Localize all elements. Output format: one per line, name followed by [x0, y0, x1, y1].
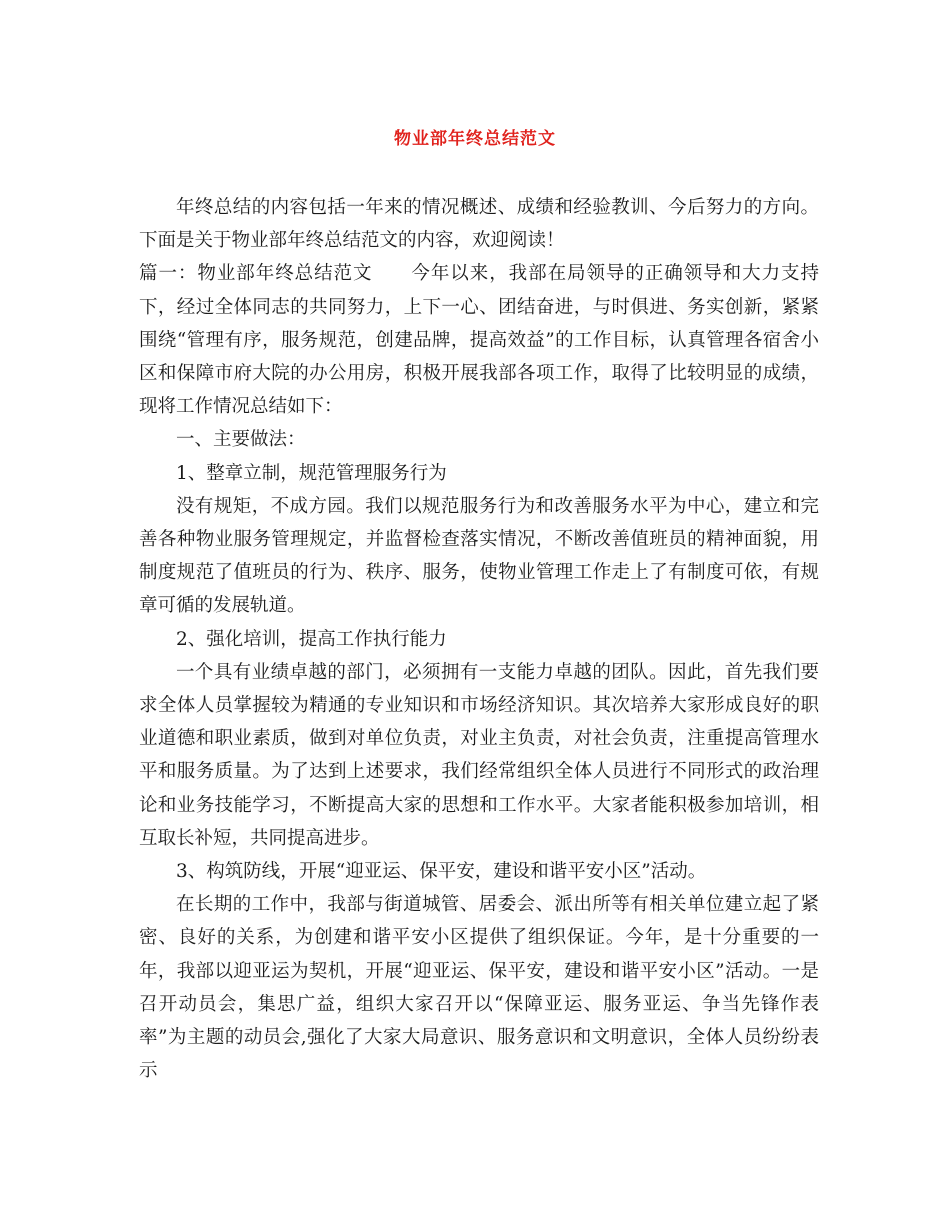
document-body — [139, 191, 819, 1087]
subheading-training: 2、强化培训，提高工作执行能力 — [176, 628, 447, 650]
heading-main-methods: 一、主要做法： — [176, 429, 306, 451]
paragraph-regulations: 没有规矩，不成方园。我们以规范服务行为和改善服务水平为中心，建立和完善各种物业服务管理规定，并监督检查落实情况，不断改善值班员的精神面貌，用制度规范了值班员的行为、秩序、服务，使物业管理工作走上了有制度可依，有规章可循的发展轨道。 — [139, 495, 819, 617]
document-title: 物业部年终总结范文 — [394, 129, 556, 149]
paragraph-training: 一个具有业绩卓越的部门，必须拥有一支能力卓越的团队。因此，首先我们要求全体人员掌握较为精通的专业知识和市场经济知识。其次培养大家形成良好的职业道德和职业素质，做到对单位负责，对业主负责，对社会负责，注重提高管理水平和服务质量。为了达到上述要求，我们经常组织全体人员进行不同形式的政治理论和业务技能学习，不断提高大家的思想和工作水平。大家者能积极参加培训，相互取长补短，共同提高进步。 — [139, 661, 819, 849]
subheading-regulations: 1、整章立制，规范管理服务行为 — [176, 462, 447, 484]
paragraph-intro: 年终总结的内容包括一年来的情况概述、成绩和经验教训、今后努力的方向。下面是关于物业部年终总结范文的内容，欢迎阅读！ — [139, 197, 819, 252]
paragraph-defense: 在长期的工作中，我部与街道城管、居委会、派出所等有相关单位建立起了紧密、良好的关系，为创建和谐平安小区提供了组织保证。今年，是十分重要的一年，我部以迎亚运为契机，开展“迎亚运、保平安，建设和谐平安小区”活动。一是召开动员会，集思广益，组织大家召开以“保障亚运、服务亚运、争当先锋作表率”为主题的动员会,强化了大家大局意识、服务意识和文明意识，全体人员纷纷表示 — [139, 894, 819, 1082]
paragraph-part-one: 篇一：物业部年终总结范文 今年以来，我部在局领导的正确领导和大力支持下，经过全体同志的共同努力，上下一心、团结奋进，与时俱进、务实创新，紧紧围绕“管理有序，服务规范，创建品牌，提高效益”的工作目标，认真管理各宿舍小区和保障市府大院的办公用房，积极开展我部各项工作，取得了比较明显的成绩，现将工作情况总结如下： — [139, 263, 819, 418]
subheading-defense: 3、构筑防线，开展“迎亚运、保平安，建设和谐平安小区”活动。 — [176, 861, 707, 883]
